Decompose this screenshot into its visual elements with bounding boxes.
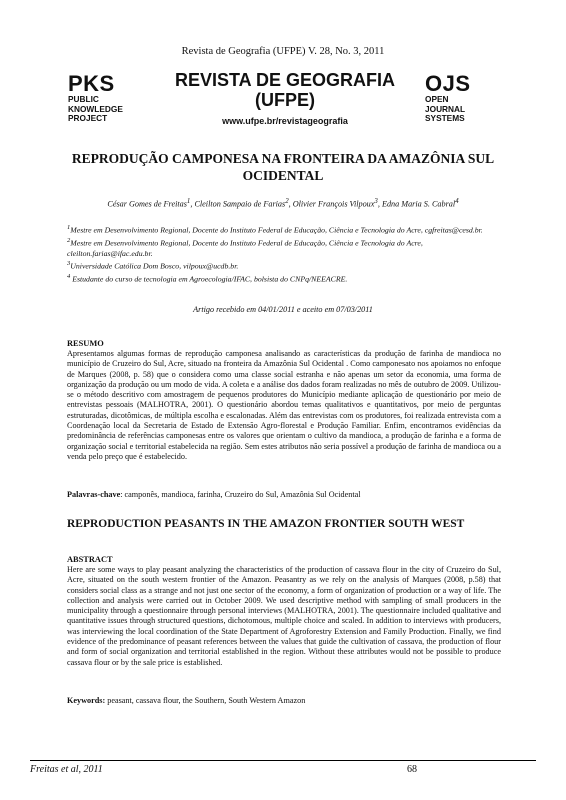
affiliation-text: Mestre em Desenvolvimento Regional, Docente do Instituto Federal de Educação, Ciência e Tecnologia do Acre, cleilton.farias@ifac.edu.br. <box>67 238 423 258</box>
affiliation-item <box>67 272 507 285</box>
affiliation-sup: 1 <box>67 224 71 231</box>
affiliation-sup: 3 <box>67 259 71 267</box>
author-name: César Gomes de Freitas <box>107 199 187 209</box>
author-name: Cleilton Sampaio de Farias <box>194 199 286 209</box>
affiliation-item <box>67 236 507 259</box>
palavras-chave-text: : camponês, mandioca, farinha, Cruzeiro do Sul, Amazônia Sul Ocidental <box>120 490 361 499</box>
pks-logo <box>68 73 123 124</box>
journal-url[interactable]: www.ufpe.br/revistageografia <box>222 116 348 126</box>
affiliation-item <box>67 259 507 272</box>
affiliation-text: Mestre em Desenvolvimento Regional, Docente do Instituto Federal de Educação, Ciência e Tecnologia do Acre, cgfreitas@cesd.br. <box>70 225 483 235</box>
journal-banner-title-line-2: (UFPE) <box>255 90 315 110</box>
footer-divider <box>30 760 536 761</box>
ojs-logo-line-3: SYSTEMS <box>425 113 465 123</box>
affiliation-text: Universidade Católica Dom Bosco, vilpoux@ucdb.br. <box>70 261 239 271</box>
author-sup: 3 <box>374 198 378 205</box>
ojs-logo-line-1: OPEN <box>425 94 449 104</box>
palavras-chave-label: Palavras-chave <box>67 490 121 499</box>
pks-logo-title: PKS <box>68 71 115 96</box>
author-name: Olivier François Vilpoux <box>292 199 375 209</box>
author-name: Edna Maria S. Cabral <box>381 199 456 209</box>
keywords-label: Keywords: <box>67 696 106 705</box>
journal-citation: Revista de Geografia (UFPE) V. 28, No. 3, 2011 <box>181 46 385 57</box>
resumo-heading: RESUMO <box>67 339 104 348</box>
received-date: Artigo recebido em 04/01/2011 e aceito em 07/03/2011 <box>193 305 373 314</box>
footer-citation: Freitas et al, 2011 <box>30 764 103 775</box>
palavras-chave <box>67 490 501 500</box>
author-sup: 2 <box>285 198 289 205</box>
article-title-en: REPRODUCTION PEASANTS IN THE AMAZON FRONTIER SOUTH WEST <box>67 518 465 530</box>
keywords <box>67 696 501 706</box>
pks-logo-line-2: KNOWLEDGE <box>68 103 123 114</box>
journal-banner-title-line-1: REVISTA DE GEOGRAFIA <box>174 70 396 90</box>
author-list: César Gomes de Freitas$^1$, Cleilton Sampaio de Farias$^2$, Olivier François Vilpoux$^3$, Edna Maria S. Cabral$^4$ <box>107 198 459 209</box>
author-sup: 1 <box>186 198 191 205</box>
affiliation-sup: 4 <box>67 272 71 280</box>
keywords-text: peasant, cassava flour, the Southern, South Western Amazon <box>105 696 306 705</box>
author-sup: 4 <box>455 198 459 205</box>
affiliations <box>67 223 507 284</box>
abstract-text: Here are some ways to play peasant analyzing the characteristics of the production of cassava flour in the city of Cruzeiro do Sul, Acre, situated on the south western frontier of the Amazon. Peasantry as we rely on the analysis of Marques (2008, p.58) that considers social class as a strange and not just one sector of the economy, a form of organization of production or a way of life. The collection and analysis were carried out in October 2009. We used descriptive method with sampling of small producers in the municipality through a questionnaire through personal interviews (MALHOTRA, 2001). The questionnaire included qualitative and quantitative issues through structured questions, dichotomous, multiple choice and scaled. In addition to interviews with producers, was interviewing the local coordination of the State Department of Agroforestry Extension and Family Production. Finally, we find evidence of the predominance of peasant references between the values that guide the cultivation of cassava, the production of flour and form of social organization and territorial established in the region. Without these attributes would not be possible to produce cassava flour or by the sale price is established. <box>67 565 501 667</box>
affiliation-text: Estudante do curso de tecnologia em Agroecologia/IFAC, bolsista do CNPq/NEEACRE. <box>70 274 348 284</box>
ojs-logo-title: OJS <box>425 71 471 96</box>
page-number: 68 <box>407 764 417 775</box>
pks-logo-line-1: PUBLIC <box>68 94 99 104</box>
article-title-pt: REPRODUÇÃO CAMPONESA NA FRONTEIRA DA AMAZÔNIA SUL OCIDENTAL <box>71 151 495 183</box>
pks-logo-line-3: PROJECT <box>68 113 108 123</box>
ojs-logo <box>425 73 471 124</box>
ojs-logo-line-2: JOURNAL <box>425 103 466 114</box>
affiliation-item <box>67 223 507 236</box>
resumo-text: Apresentamos algumas formas de reprodução camponesa analisando as características da produção de farinha de mandioca no município de Cruzeiro do Sul, Acre, situado na fronteira da Amazônia Sul Ocidental . Como camponesato nos apoiamos no enfoque de Marques (2008, p. 58) que o considera como uma classe social estranha e não apenas um setor da economia, uma forma de organização da produção ou um modo de vida. A coleta e a análise dos dados foram realizadas no mês de outubro de 2009. Utilizou-se o método descritivo com amostragem de pequenos produtores do Município mediante aplicação de questionário por meio de entrevistas pessoais (MALHOTRA, 2001). O questionário abordou temas qualitativos e quantitativos, por meio de perguntas estruturadas, dicotômicas, de múltipla escolha e escalonadas. Além das entrevistas com os produtores, foi realizada entrevista com a Coordenação local da Secretaria de Estado de Extensão Agro-florestal e Produção Familiar. Enfim, encontramos evidências da predominância de referências camponesas entre os valores que orientam o cultivo da mandioca, a produção de farinha e a forma de organização social e territorial estabelecida na região. Sem estes atributos não seria possível a produção de farinha de mandioca ou a venda pelo preço que é estabelecido. <box>67 349 501 461</box>
affiliation-sup: 2 <box>67 236 71 244</box>
journal-banner-title <box>170 70 400 110</box>
abstract-heading: ABSTRACT <box>67 555 113 564</box>
